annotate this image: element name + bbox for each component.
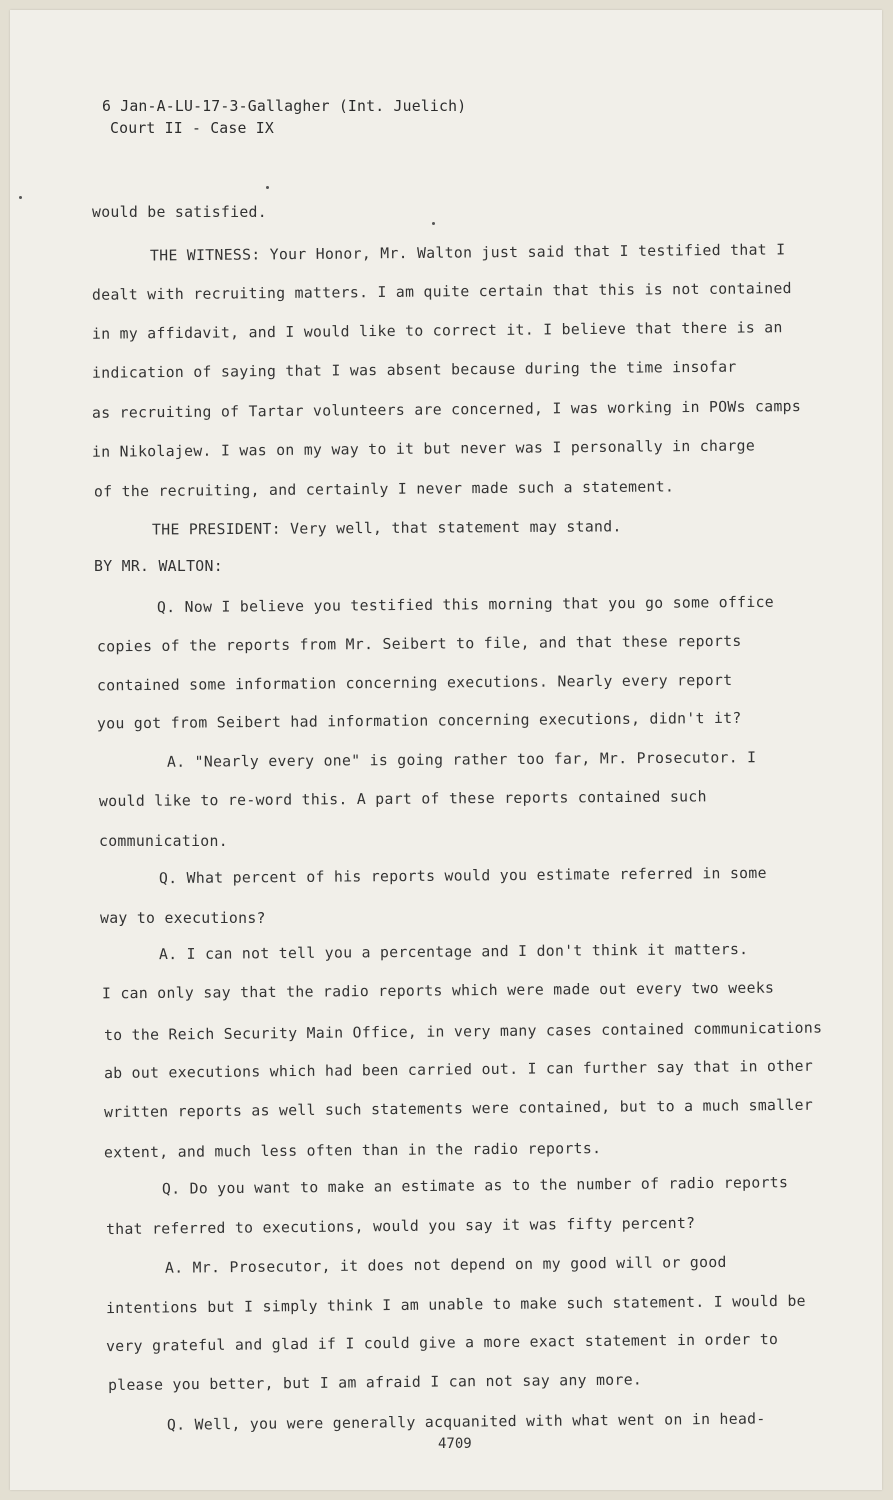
text-line: you got from Seibert had information concerning executions, didn't it? [96,709,742,733]
text-line: would be satisfied. [92,204,267,221]
text-line: as recruiting of Tartar volunteers are concerned, I was working in POWs camps [91,397,802,422]
document-header [102,96,466,140]
text-line: dealt with recruiting matters. I am quite certain that this is not contained [91,280,792,304]
page-number: 4709 [438,1436,472,1452]
ink-speck [432,222,435,225]
text-line: written reports as well such statements were contained, but to a much smaller [103,1096,814,1122]
text-line: A. "Nearly every one" is going rather too far, Mr. Prosecutor. I [166,749,757,771]
text-line: contained some information concerning executions. Nearly every report [96,671,733,695]
text-line: indication of saying that I was absent because during the time insofar [91,358,737,382]
text-line: that referred to executions, would you say it was fifty percent? [105,1214,696,1239]
text-line: way to executions? [100,910,266,927]
text-line: Q. Well, you were generally acquanited with what went on in head- [166,1410,766,1434]
header-court-case: Court II - Case IX [110,120,274,137]
text-line: A. Mr. Prosecutor, it does not depend on my good will or good [164,1253,727,1277]
text-line: in Nikolajew. I was on my way to it but never was I personally in charge [91,437,756,461]
text-line: A. I can not tell you a percentage and I don't think it matters. [158,941,749,964]
text-line: in my affidavit, and I would like to correct it. I believe that there is an [91,319,783,343]
text-line: to the Reich Security Main Office, in very many cases contained communications [103,1019,823,1045]
ink-speck [19,196,22,199]
header-reference: 6 Jan-A-LU-17-3-Gallagher (Int. Juelich) [102,98,467,115]
text-line: Q. What percent of his reports would you estimate referred in some [158,864,767,888]
text-line: Q. Do you want to make an estimate as to the number of radio reports [161,1174,789,1198]
text-line: extent, and much less often than in the radio reports. [103,1140,602,1162]
text-line: Q. Now I believe you testified this morning that you go some office [156,593,775,617]
ink-speck [266,186,269,189]
text-line: THE PRESIDENT: Very well, that statement may stand. [151,518,622,539]
text-line: of the recruiting, and certainly I never made such a statement. [93,478,675,501]
text-line: would like to re-word this. A part of these reports contained such [98,788,707,811]
text-line: intentions but I simply think I am unable to make such statement. I would be [105,1292,806,1318]
document-page [10,10,882,1490]
text-line: copies of the reports from Mr. Seibert to file, and that these reports [96,632,742,656]
text-line: THE WITNESS: Your Honor, Mr. Walton just said that I testified that I [149,241,786,265]
text-line: BY MR. WALTON: [94,558,223,575]
text-line: very grateful and glad if I could give a more exact statement in order to [105,1331,779,1356]
text-line: communication. [99,833,228,850]
text-line: I can only say that the radio reports which were made out every two weeks [101,979,775,1003]
text-line: ab out executions which had been carried out. I can further say that in other [103,1057,814,1083]
text-line: please you better, but I am afraid I can not say any more. [107,1371,643,1395]
